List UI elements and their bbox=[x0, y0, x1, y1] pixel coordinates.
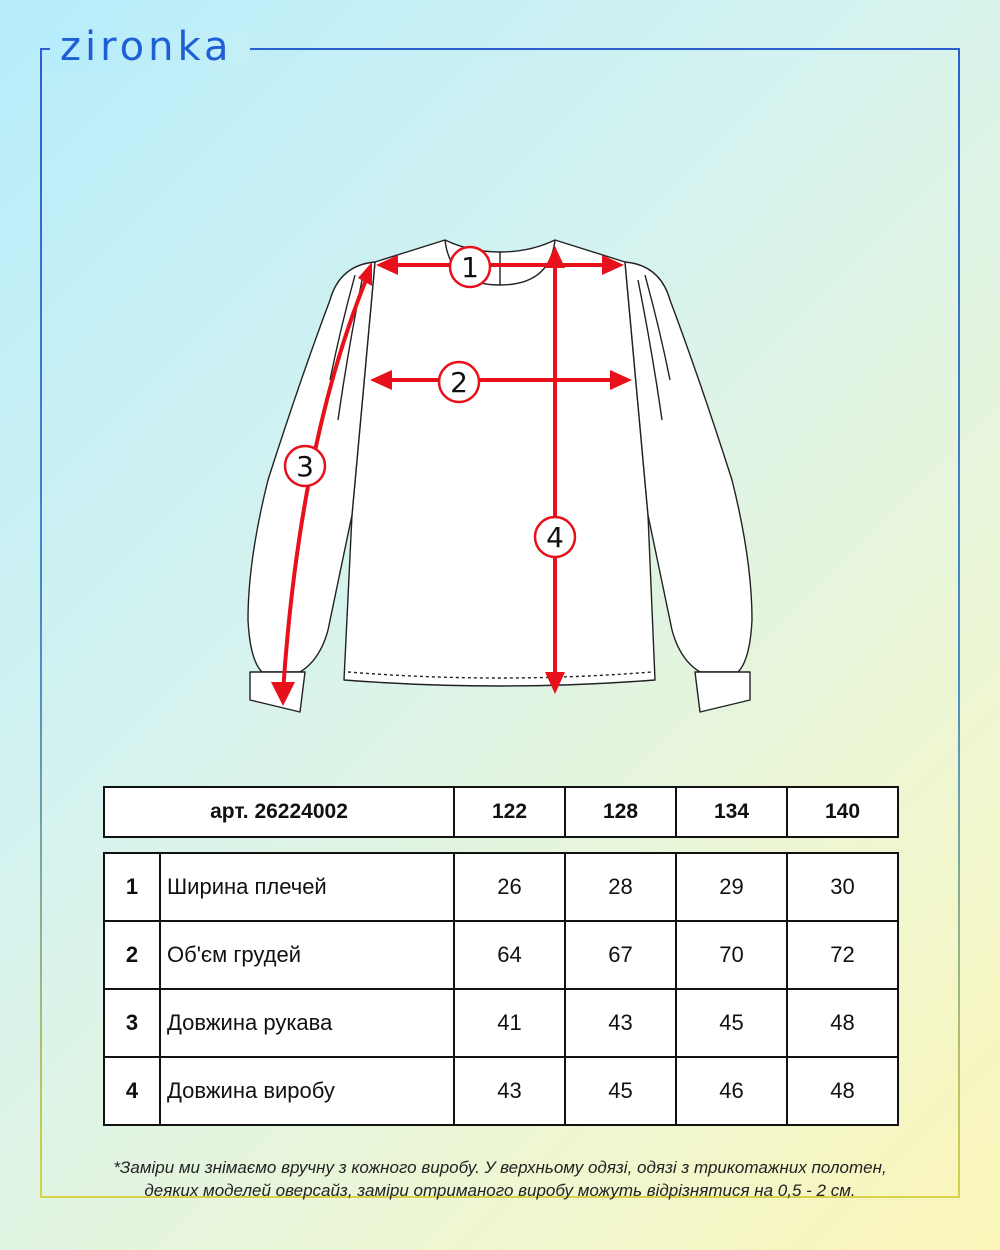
measurements-table bbox=[103, 852, 899, 1126]
marker-3: 3 bbox=[296, 450, 314, 483]
measurement-value: 30 bbox=[787, 853, 898, 921]
measurement-name: Об'єм грудей bbox=[160, 921, 454, 989]
size-label: 122 bbox=[454, 787, 565, 837]
measurement-value: 45 bbox=[676, 989, 787, 1057]
measurement-value: 43 bbox=[565, 989, 676, 1057]
row-number: 2 bbox=[104, 921, 160, 989]
table-row bbox=[104, 1057, 898, 1125]
size-label: 128 bbox=[565, 787, 676, 837]
measurement-value: 48 bbox=[787, 989, 898, 1057]
table-row bbox=[104, 853, 898, 921]
measurement-value: 72 bbox=[787, 921, 898, 989]
right-cuff bbox=[695, 672, 750, 712]
row-number: 4 bbox=[104, 1057, 160, 1125]
measurement-value: 29 bbox=[676, 853, 787, 921]
marker-2: 2 bbox=[450, 366, 468, 399]
garment-body bbox=[344, 240, 655, 686]
footnote bbox=[50, 1156, 950, 1202]
table-row bbox=[104, 989, 898, 1057]
measurement-value: 48 bbox=[787, 1057, 898, 1125]
measurement-name: Довжина рукава bbox=[160, 989, 454, 1057]
size-header-table bbox=[103, 786, 899, 838]
brand-logo: zironka bbox=[60, 24, 233, 70]
measurement-value: 45 bbox=[565, 1057, 676, 1125]
size-label: 134 bbox=[676, 787, 787, 837]
measurement-value: 43 bbox=[454, 1057, 565, 1125]
header-row bbox=[104, 787, 898, 837]
footnote-line-1: *Заміри ми знімаємо вручну з кожного виробу. У верхньому одязі, одязі з трикотажних полотен, bbox=[113, 1158, 887, 1177]
measurement-value: 64 bbox=[454, 921, 565, 989]
row-number: 3 bbox=[104, 989, 160, 1057]
measurement-value: 70 bbox=[676, 921, 787, 989]
marker-4: 4 bbox=[546, 521, 564, 554]
measurement-name: Ширина плечей bbox=[160, 853, 454, 921]
article-number: арт. 26224002 bbox=[104, 787, 454, 837]
measurement-name: Довжина виробу bbox=[160, 1057, 454, 1125]
measurement-value: 41 bbox=[454, 989, 565, 1057]
row-number: 1 bbox=[104, 853, 160, 921]
measurement-value: 46 bbox=[676, 1057, 787, 1125]
measurement-value: 67 bbox=[565, 921, 676, 989]
marker-1: 1 bbox=[461, 251, 479, 284]
measurement-value: 28 bbox=[565, 853, 676, 921]
size-label: 140 bbox=[787, 787, 898, 837]
table-row bbox=[104, 921, 898, 989]
footnote-line-2: деяких моделей оверсайз, заміри отриманого виробу можуть відрізнятися на 0,5 - 2 см. bbox=[144, 1181, 856, 1200]
measurement-value: 26 bbox=[454, 853, 565, 921]
